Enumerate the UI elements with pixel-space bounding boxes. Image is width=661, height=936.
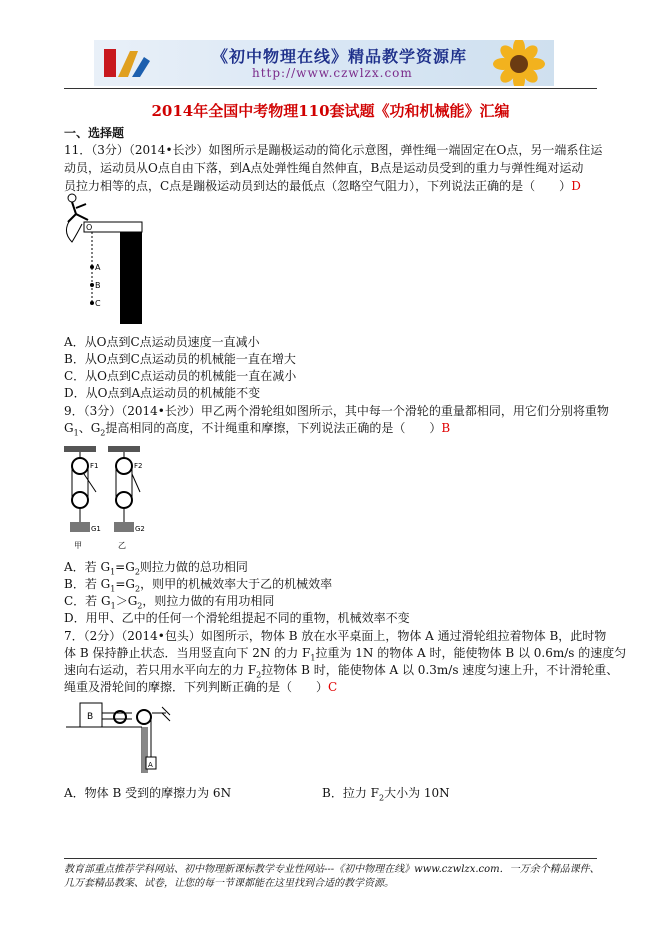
header-banner [94,40,554,86]
q11-line-2: 动员，运动员从O点自由下落，到A点处弹性绳自然伸直，B点是运动员受到的重力与弹性绳对运动 [64,161,584,175]
banner-title: 《初中物理在线》精品教学资源库 [212,47,468,66]
q9-answer: B [441,421,451,435]
q9-label-jia: 甲 [74,541,82,550]
footer-line-1: 教育部重点推荐学科网站、初中物理新课标教学专业性网站---《初中物理在线》www.czwlzx.com．一万余个精品课件、 [64,864,600,875]
q11-label-o: O [86,223,93,232]
q9-option-b: B．若 $G_1=G_2$，则甲的机械效率大于乙的机械效率 [64,577,333,594]
q9-label-g1: G1 [91,525,101,533]
q7-pulley-figure [62,697,182,777]
q7-line-4: 绳重及滑轮间的摩擦．下列判断正确的是（ ）C [64,680,338,694]
q11-stem-end: 员拉力相等的点，C点是蹦极运动员到达的最低点（忽略空气阻力），下列说法正确的是（ ） [64,179,572,193]
footer-line-2: 几万套精品教案、试卷，让您的每一节课都能在这里找到合适的教学资源。 [64,878,394,889]
q11-option-c: C．从O点到C点运动员的机械能一直在减小 [64,369,297,383]
site-logo [98,43,158,83]
q7-option-b: B．拉力 $F_2$大小为 10N [322,786,450,803]
q9-label-g2: G2 [135,525,145,533]
q9-label-yi: 乙 [118,541,126,550]
q9-option-a: A．若 $G_1=G_2$则拉力做的总功相同 [64,560,248,577]
q9-line-2 [64,420,450,441]
q7-line-1: 7．（2分）（2014•包头）如图所示，物体 B 放在水平桌面上，物体 A 通过滑轮组拉着物体 B，此时物 [64,629,607,643]
q9-g2: 、G [78,421,101,435]
document-title: 2014年全国中考物理110套试题《功和机械能》汇编 [151,102,510,120]
q11-label-b: B [95,281,101,290]
q11-label-c: C [95,299,101,308]
q9-option-c: C．若 $G_1>G_2$，则拉力做的有用功相同 [64,594,275,611]
q9-line-1: 9．（3分）（2014•长沙）甲乙两个滑轮组如图所示，其中每一个滑轮的重量都相同，用它们分别将重物 [64,404,609,418]
q9-g: G [64,421,74,435]
q7-label-a: A [148,761,153,769]
q11-label-a: A [95,263,101,272]
q7-option-a: A．物体 B 受到的摩擦力为 6N [64,786,232,800]
q7-answer: C [328,680,338,694]
q11-line-1: 11．（3分）（2014•长沙）如图所示是蹦极运动的简化示意图，弹性绳一端固定在O点，另一端系住运 [64,143,603,157]
q7-line-2: 体 B 保持静止状态．当用竖直向下 2N 的力 $F_1$拉重为 1N 的物体 A 时，能使物体 B 以 0.6m/s 的速度匀 [64,646,627,663]
q11-answer: D [571,179,581,193]
header-rule [64,88,597,89]
q9-sub-2: 2 [100,428,106,438]
q9-sub-1: 1 [73,428,79,438]
q7-label-b: B [87,712,94,722]
q9-option-d: D．用甲、乙中的任何一个滑轮组提起不同的重物，机械效率不变 [64,611,410,625]
q11-option-d: D．从O点到A点运动员的机械能不变 [64,386,261,400]
banner-url: http://www.czwlzx.com [252,66,413,80]
q9-label-f1: F1 [90,462,99,470]
q11-option-a: A．从O点到C点运动员速度一直减小 [64,335,260,349]
q9-label-f2: F2 [134,462,143,470]
q11-option-b: B．从O点到C点运动员的机械能一直在增大 [64,352,296,366]
footer-rule [64,858,597,859]
q9-pulley-figure [60,444,150,554]
q9-stem-end: 提高相同的高度，不计绳重和摩擦，下列说法正确的是（ ） [105,421,442,435]
sunflower-icon [489,40,554,86]
section-heading: 一、选择题 [64,126,125,140]
q7-line-3: 速向右运动，若只用水平向左的力 $F_2$拉物体 B 时，能使物体 A 以 0.3m/s 速度匀速上升，不计滑轮重、 [64,663,619,680]
q11-bungee-figure [62,192,162,327]
